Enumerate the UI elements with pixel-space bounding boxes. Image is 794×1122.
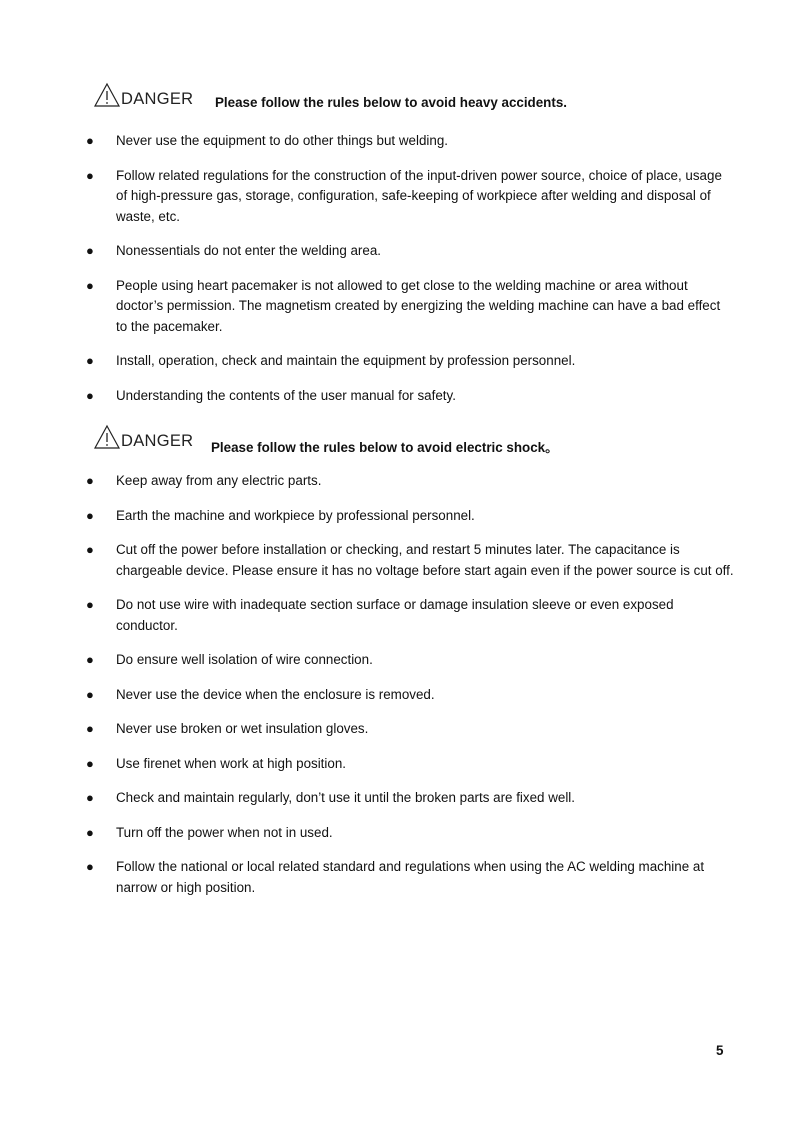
list-item: ● Never use the equipment to do other things but welding.	[0, 131, 794, 152]
page-number: 5	[716, 1043, 724, 1058]
safety-list-electric-shock	[0, 471, 794, 898]
danger-message: Please follow the rules below to avoid heavy accidents.	[215, 95, 567, 110]
bullet-icon: ●	[86, 755, 94, 771]
bullet-icon: ●	[86, 790, 94, 805]
bullet-icon: ●	[86, 597, 94, 612]
list-item: ● Check and maintain regularly, don’t use it until the broken parts are fixed well.	[0, 788, 794, 809]
list-item: ● Do not use wire with inadequate section surface or damage insulation sleeve or even exposed conductor.	[86, 597, 674, 633]
bullet-icon: ●	[86, 387, 94, 403]
list-item: ● Keep away from any electric parts.	[0, 471, 794, 492]
bullet-icon: ●	[86, 277, 94, 293]
safety-list-heavy-accidents	[0, 131, 794, 406]
danger-heading-1	[93, 82, 783, 116]
warning-triangle-icon	[93, 424, 121, 450]
bullet-icon: ●	[86, 133, 94, 148]
list-item: ● Understanding the contents of the user manual for safety.	[0, 386, 794, 407]
bullet-icon: ●	[86, 652, 94, 667]
list-item: ● Never use the device when the enclosure is removed.	[0, 685, 794, 706]
danger-heading-2	[93, 424, 783, 458]
bullet-icon: ●	[86, 542, 94, 557]
bullet-icon: ●	[86, 721, 94, 736]
bullet-icon: ●	[86, 353, 94, 368]
bullet-icon: ●	[86, 686, 94, 702]
danger-message: Please follow the rules below to avoid electric shock。	[211, 440, 559, 455]
danger-label: DANGER	[121, 90, 194, 108]
list-item: ● Use firenet when work at high position.	[0, 754, 794, 775]
danger-label: DANGER	[121, 432, 194, 450]
list-item: ● Turn off the power when not in used.	[0, 823, 794, 844]
bullet-icon: ●	[86, 859, 94, 874]
list-item: ● Earth the machine and workpiece by professional personnel.	[0, 506, 794, 527]
list-item: ● Install, operation, check and maintain the equipment by profession personnel.	[0, 351, 794, 372]
list-item: ● Follow the national or local related standard and regulations when using the AC welding machine at narrow or high position.	[86, 859, 705, 895]
list-item: ● Follow related regulations for the construction of the input-driven power source, choice of place, usage of high-pressure gas, storage, configuration, safe-keeping of workpiece after welding and disposal of waste, etc.	[86, 167, 722, 224]
list-item: ● Never use broken or wet insulation gloves.	[0, 719, 794, 740]
list-item: ● Do ensure well isolation of wire connection.	[0, 650, 794, 671]
bullet-icon: ●	[86, 243, 94, 258]
list-item: ● Cut off the power before installation or checking, and restart 5 minutes later. The capacitance is chargeable device. Please ensure it has no voltage before start again even if the power source is cut off.	[86, 542, 734, 578]
bullet-icon: ●	[86, 473, 94, 488]
warning-triangle-icon	[93, 82, 121, 108]
bullet-icon: ●	[86, 507, 94, 523]
list-item: ● People using heart pacemaker is not allowed to get close to the welding machine or area without doctor’s permission. The magnetism created by energizing the welding machine can have a bad effect to the pacemaker.	[86, 277, 721, 334]
bullet-icon: ●	[86, 824, 94, 840]
bullet-icon: ●	[86, 167, 94, 183]
list-item: ● Nonessentials do not enter the welding area.	[0, 241, 794, 262]
